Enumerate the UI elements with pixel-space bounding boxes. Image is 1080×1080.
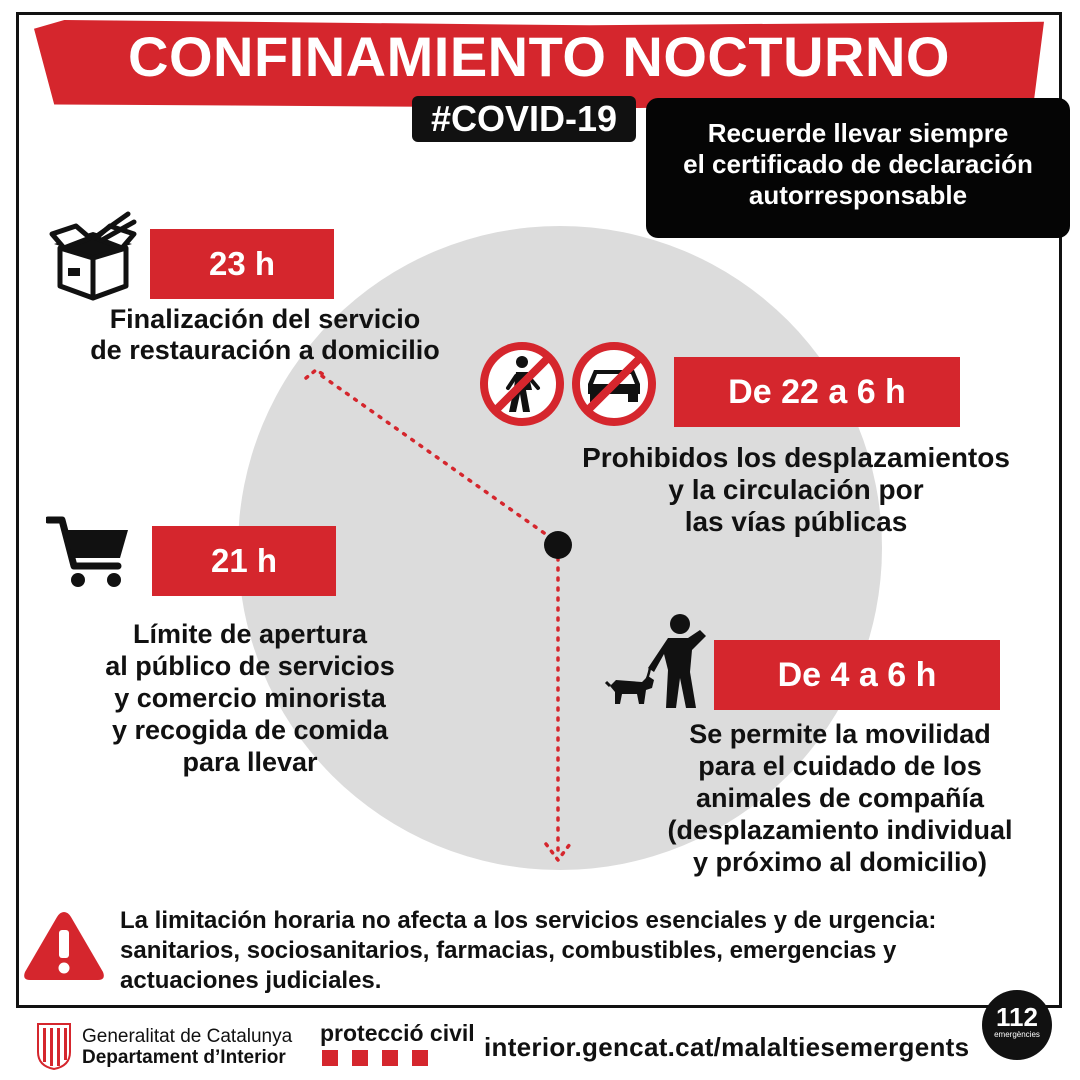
caption-line: para llevar xyxy=(182,747,318,777)
shopping-cart-icon xyxy=(46,512,130,596)
generalitat-name: Generalitat de Catalunya xyxy=(82,1026,293,1047)
caption-line: y comercio minorista xyxy=(114,683,386,713)
caption-line: animales de compañía xyxy=(695,783,985,813)
reminder-line: autorresponsable xyxy=(748,180,968,210)
time-label-4-6h: De 4 a 6 h xyxy=(714,640,1000,710)
certificate-reminder xyxy=(646,98,1070,238)
warning-line: sanitarios, sociosanitarios, farmacias, combustibles, emergencias y xyxy=(120,937,897,964)
caption-line: (desplazamiento individual xyxy=(667,815,1013,845)
caption-line: Prohibidos los desplazamientos xyxy=(582,442,1010,473)
generalitat-logo-icon xyxy=(34,1022,74,1070)
caption-line: las vías públicas xyxy=(684,506,908,537)
caption-line: Finalización del servicio xyxy=(109,304,421,334)
reminder-line: el certificado de declaración xyxy=(683,149,1033,179)
department-name: Departament d’Interior xyxy=(82,1047,286,1068)
caption-line: Límite de apertura xyxy=(132,619,368,649)
dog-walker-icon xyxy=(602,610,714,714)
commerce-caption xyxy=(40,618,460,778)
time-label-22-6h: De 22 a 6 h xyxy=(674,357,960,427)
info-url[interactable]: interior.gencat.cat/malaltiesemergents xyxy=(484,1032,970,1062)
caption-line: Se permite la movilidad xyxy=(689,719,991,749)
time-label-23h: 23 h xyxy=(150,229,334,299)
warning-line: actuaciones judiciales. xyxy=(120,967,382,994)
caption-line: y la circulación por xyxy=(668,474,924,505)
warning-line: La limitación horaria no afecta a los servicios esenciales y de urgencia: xyxy=(120,907,937,934)
emergency-112-badge xyxy=(982,990,1052,1060)
proteccio-civil-squares xyxy=(322,1050,428,1066)
caption-line: de restauración a domicilio xyxy=(90,335,440,365)
hashtag-badge: #COVID-19 xyxy=(412,96,636,142)
emergency-label: emergències xyxy=(994,1030,1040,1039)
no-car-icon xyxy=(570,340,658,428)
caption-line: para el cuidado de los xyxy=(698,751,982,781)
delivery-caption xyxy=(40,304,490,366)
warning-text xyxy=(120,906,1040,996)
proteccio-civil-logo: protecció civil xyxy=(320,1020,475,1046)
caption-line: al público de servicios xyxy=(105,651,395,681)
reminder-line: Recuerde llevar siempre xyxy=(707,118,1009,148)
pets-caption xyxy=(640,718,1040,878)
caption-line: y próximo al domicilio) xyxy=(692,847,988,877)
emergency-number: 112 xyxy=(996,1002,1038,1032)
caption-line: y recogida de comida xyxy=(111,715,389,745)
takeaway-box-icon xyxy=(46,208,140,302)
travel-caption xyxy=(556,442,1036,538)
poster-title: CONFINAMIENTO NOCTURNO xyxy=(128,25,950,88)
no-pedestrian-icon xyxy=(478,340,566,428)
time-label-21h: 21 h xyxy=(152,526,336,596)
warning-icon xyxy=(22,908,106,984)
